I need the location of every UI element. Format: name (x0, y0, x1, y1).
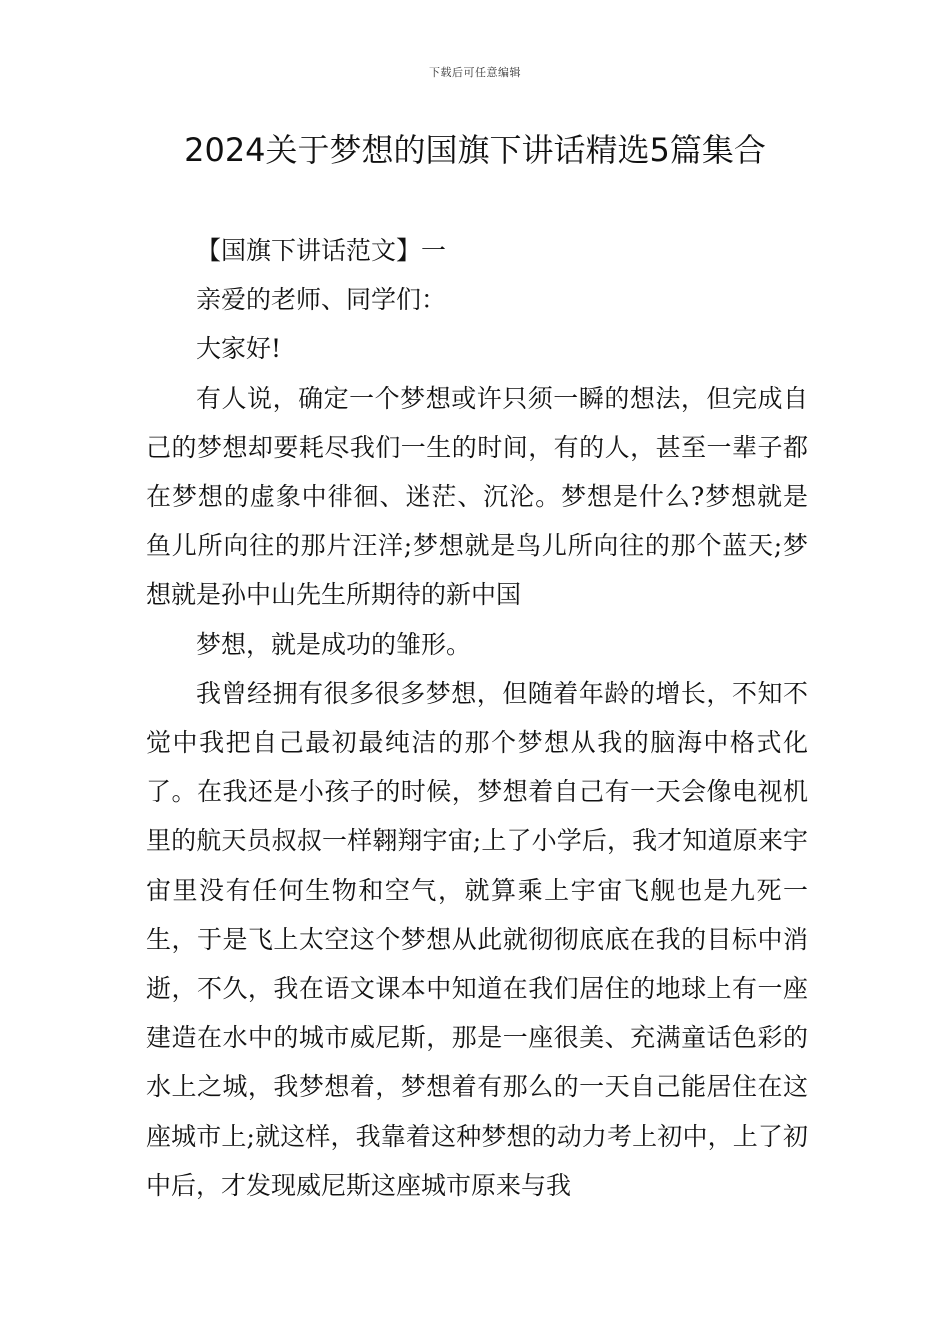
header-note: 下载后可任意编辑 (429, 66, 521, 79)
paragraph-section-heading: 【国旗下讲话范文】一 (196, 236, 447, 265)
paragraph-salutation: 亲爱的老师、同学们： (196, 285, 447, 315)
paragraph-body: 我曾经拥有很多很多梦想，但随着年龄的增长，不知不觉中我把自己最初最纯洁的那个梦想从我的脑海中格式化了。在我还是小孩子的时候，梦想着自己有一天会像电视机里的航天员叔叔一样翱翔宇宙;上了小学后，我才知道原来宇宙里没有任何生物和空气，就算乘上宇宙飞舰也是九死一生，于是飞上太空这个梦想从此就彻彻底底在我的目标中消逝，不久，我在语文课本中知道在我们居住的地球上有一座建造在水中的城市威尼斯，那是一座很美、充满童话色彩的水上之城，我梦想着，梦想着有那么的一天自己能居住在这座城市上;就这样，我靠着这种梦想的动力考上初中，上了初中后，才发现威尼斯这座城市原来与我 (146, 678, 808, 1200)
document-body (146, 226, 808, 1210)
paragraph-body: 梦想，就是成功的雏形。 (196, 629, 472, 659)
paragraph-body: 有人说，确定一个梦想或许只须一瞬的想法，但完成自己的梦想却要耗尽我们一生的时间，有的人，甚至一辈子都在梦想的虚象中徘徊、迷茫、沉沦。梦想是什么?梦想就是鱼儿所向往的那片汪洋;梦想就是鸟儿所向往的那个蓝天;梦想就是孙中山先生所期待的新中国 (146, 383, 808, 610)
document-title: 2024关于梦想的国旗下讲话精选5篇集合 (184, 131, 766, 169)
paragraph-greeting: 大家好! (196, 334, 282, 364)
